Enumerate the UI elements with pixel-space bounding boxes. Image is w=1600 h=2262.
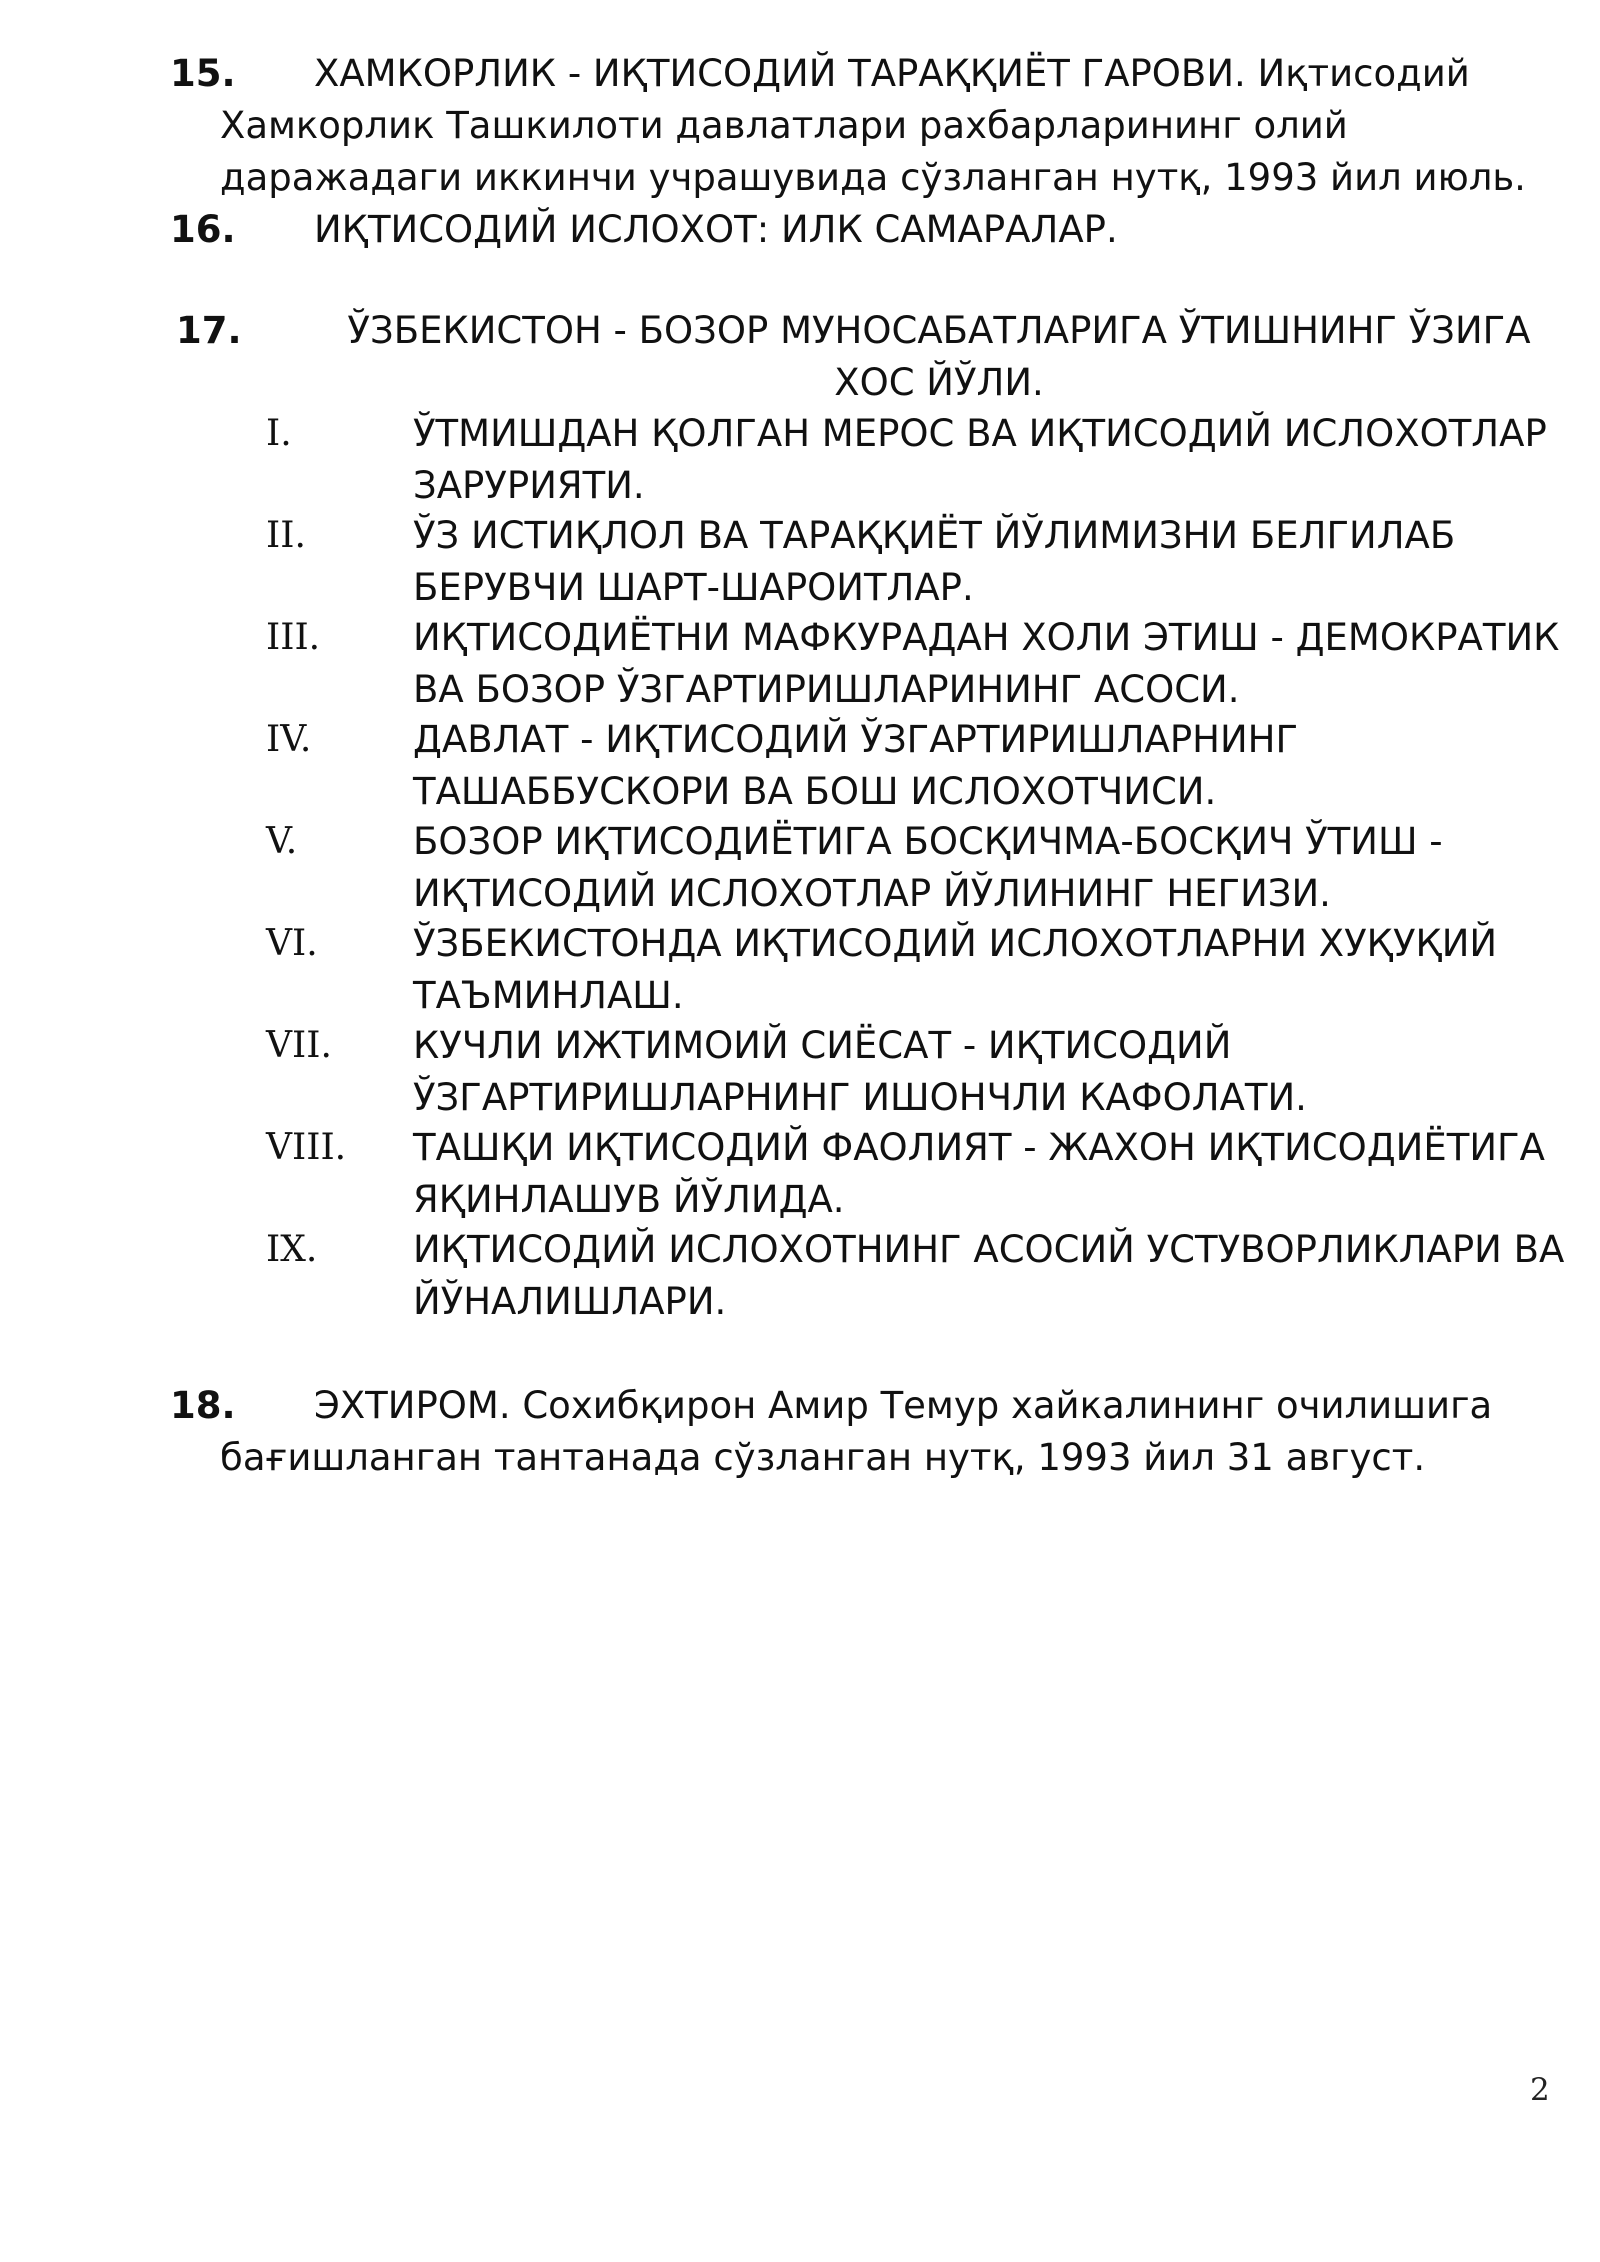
subitem-text: ЎЗ ИСТИҚЛОЛ ВА ТАРАҚҚИЁТ ЙЎЛИМИЗНИ БЕЛГИЛАБ БЕРУВЧИ ШАРТ-ШАРОИТЛАР. xyxy=(413,514,1456,609)
roman-numeral: III. xyxy=(266,617,321,658)
page-number: 2 xyxy=(1530,2072,1550,2108)
subitem-9 xyxy=(266,1224,1566,1328)
subitem-text: БОЗОР ИҚТИСОДИЁТИГА БОСҚИЧМА-БОСҚИЧ ЎТИШ - ИҚТИСОДИЙ ИСЛОХОТЛАР ЙЎЛИНИНГ НЕГИЗИ. xyxy=(413,820,1443,915)
subitem-4 xyxy=(266,714,1566,818)
subitem-text: ИҚТИСОДИЙ ИСЛОХОТНИНГ АСОСИЙ УСТУВОРЛИКЛАРИ ВА ЙЎНАЛИШЛАРИ. xyxy=(413,1228,1565,1323)
toc-entry-15 xyxy=(170,48,1550,204)
subitem-2 xyxy=(266,510,1566,614)
subitem-1 xyxy=(266,408,1566,512)
subitem-text: ЎЗБЕКИСТОНДА ИҚТИСОДИЙ ИСЛОХОТЛАРНИ ХУҚУҚИЙ ТАЪМИНЛАШ. xyxy=(413,922,1498,1017)
subitem-text: КУЧЛИ ИЖТИМОИЙ СИЁСАТ - ИҚТИСОДИЙ ЎЗГАРТИРИШЛАРНИНГ ИШОНЧЛИ КАФОЛАТИ. xyxy=(413,1024,1307,1119)
roman-numeral: II. xyxy=(266,515,306,556)
roman-numeral: VIII. xyxy=(266,1127,347,1168)
subitem-5 xyxy=(266,816,1566,920)
roman-numeral: V. xyxy=(266,821,298,862)
entry-number: 16. xyxy=(170,208,236,251)
subitem-text: ТАШҚИ ИҚТИСОДИЙ ФАОЛИЯТ - ЖАХОН ИҚТИСОДИЁТИГА ЯҚИНЛАШУВ ЙЎЛИДА. xyxy=(413,1126,1545,1221)
section-17-heading xyxy=(170,305,1560,409)
section-number: 17. xyxy=(176,309,242,352)
entry-number: 18. xyxy=(170,1384,236,1427)
entry-text: ХАМКОРЛИК - ИҚТИСОДИЙ ТАРАҚҚИЁТ ГАРОВИ. Иқтисодий Хамкорлик Ташкилоти давлатлари рахбарларининг олий даражадаги иккинчи учрашувида сўзланган нутқ, 1993 йил июль. xyxy=(220,52,1526,199)
roman-numeral: VI. xyxy=(266,923,318,964)
subitem-text: ДАВЛАТ - ИҚТИСОДИЙ ЎЗГАРТИРИШЛАРНИНГ ТАШАББУСКОРИ ВА БОШ ИСЛОХОТЧИСИ. xyxy=(413,718,1299,813)
toc-entry-18 xyxy=(170,1380,1550,1484)
section-title: ЎЗБЕКИСТОН - БОЗОР МУНОСАБАТЛАРИГА ЎТИШНИНГ ЎЗИГА ХОС ЙЎЛИ. xyxy=(347,309,1531,404)
roman-numeral: IX. xyxy=(266,1229,318,1270)
subitem-text: ИҚТИСОДИЁТНИ МАФКУРАДАН ХОЛИ ЭТИШ - ДЕМОКРАТИК ВА БОЗОР ЎЗГАРТИРИШЛАРИНИНГ АСОСИ. xyxy=(413,616,1560,711)
subitem-3 xyxy=(266,612,1566,716)
subitem-8 xyxy=(266,1122,1566,1226)
toc-entry-16 xyxy=(170,204,1550,256)
subitem-6 xyxy=(266,918,1566,1022)
roman-numeral: IV. xyxy=(266,719,312,760)
entry-text: ИҚТИСОДИЙ ИСЛОХОТ: ИЛК САМАРАЛАР. xyxy=(314,208,1118,251)
subitem-text: ЎТМИШДАН ҚОЛГАН МЕРОС ВА ИҚТИСОДИЙ ИСЛОХОТЛАР ЗАРУРИЯТИ. xyxy=(413,412,1547,507)
roman-numeral: I. xyxy=(266,413,292,454)
entry-number: 15. xyxy=(170,52,236,95)
subitem-7 xyxy=(266,1020,1566,1124)
roman-numeral: VII. xyxy=(266,1025,332,1066)
entry-text: ЭХТИРОМ. Сохибқирон Амир Темур хайкалининг очилишига бағишланган тантанада сўзланган нутқ, 1993 йил 31 август. xyxy=(220,1384,1493,1479)
